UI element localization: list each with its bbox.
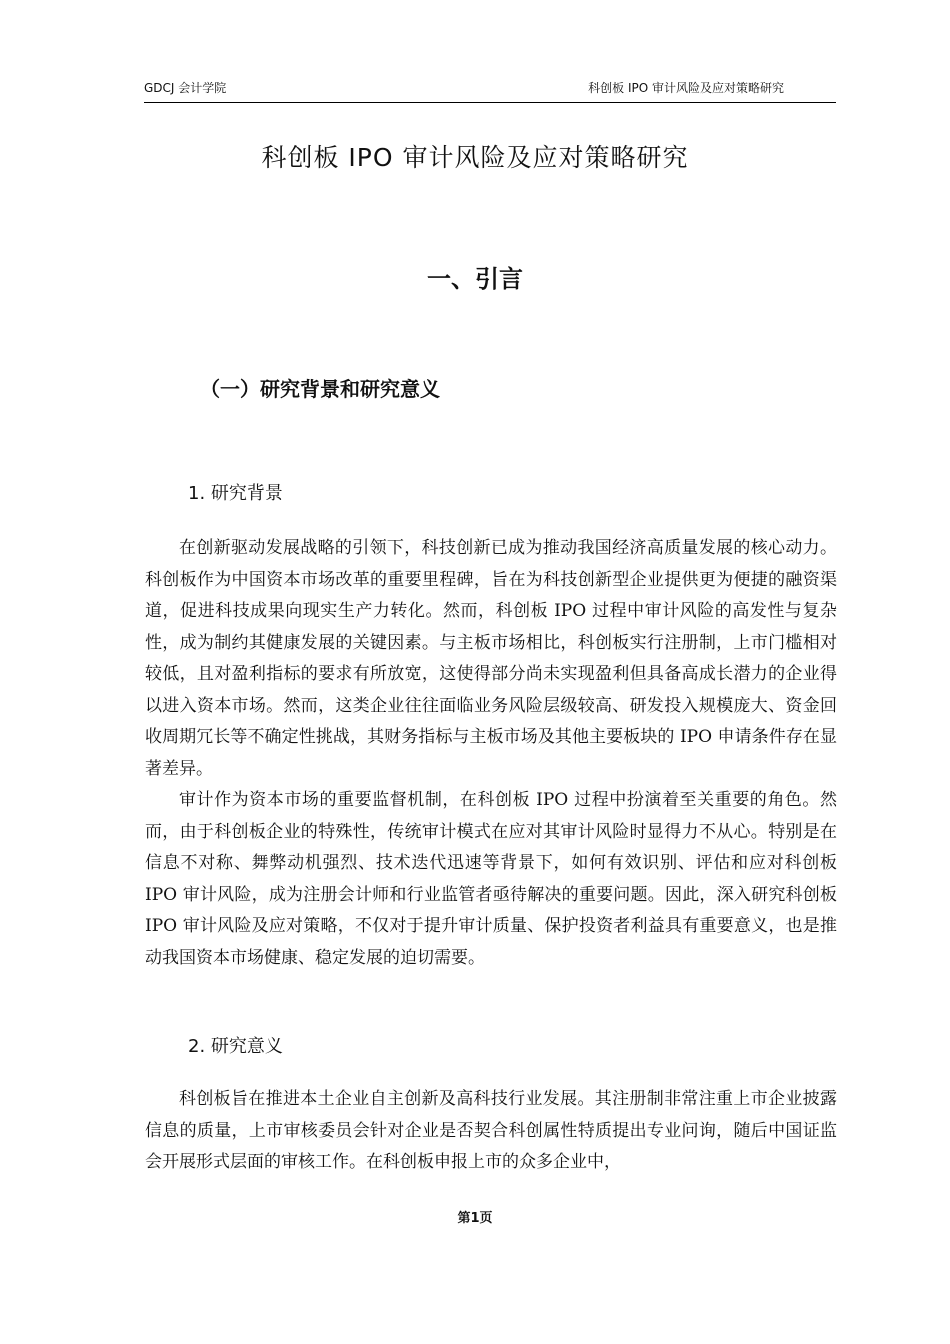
document-title: 科创板 IPO 审计风险及应对策略研究 [261,143,689,172]
paragraph-background-1: 在创新驱动发展战略的引领下，科技创新已成为推动我国经济高质量发展的核心动力。科创板作为中国资本市场改革的重要里程碑，旨在为科技创新型企业提供更为便捷的融资渠道，促进科技成果向现实生产力转化。然而，科创板 IPO 过程中审计风险的高发性与复杂性，成为制约其健康发展的关键因素。与主板市场相比，科创板实行注册制，上市门槛相对较低，且对盈利指标的要求有所放宽，这使得部分尚未实现盈利但具备高成长潜力的企业得以进入资本市场。然而，这类企业往往面临业务风险层级较高、研发投入规模庞大、资金回收周期冗长等不确定性挑战，其财务指标与主板市场及其他主要板块的 IPO 申请条件存在显著差异。 [145,538,837,779]
paragraph-significance-1: 科创板旨在推进本土企业自主创新及高科技行业发展。其注册制非常注重上市企业披露信息的质量，上市审核委员会针对企业是否契合科创属性特质提出专业问询，随后中国证监会开展形式层面的审核工作。在科创板申报上市的众多企业中， [145,1089,837,1172]
section-heading-introduction: 一、引言 [427,265,523,293]
header-left-text: GDCJ 会计学院 [144,81,227,95]
item-heading-research-background: 1. 研究背景 [188,483,283,504]
item-heading-research-significance: 2. 研究意义 [188,1036,283,1057]
header-right-text: 科创板 IPO 审计风险及应对策略研究 [588,81,784,95]
page-header [144,78,836,103]
paragraph-background-2: 审计作为资本市场的重要监督机制，在科创板 IPO 过程中扮演着至关重要的角色。然而，由于科创板企业的特殊性，传统审计模式在应对其审计风险时显得力不从心。特别是在信息不对称、舞弊动机强烈、技术迭代迅速等背景下，如何有效识别、评估和应对科创板 IPO 审计风险，成为注册会计师和行业监管者亟待解决的重要问题。因此，深入研究科创板 IPO 审计风险及应对策略，不仅对于提升审计质量、保护投资者利益具有重要意义，也是推动我国资本市场健康、稳定发展的迫切需要。 [145,790,837,968]
page-number: 第1页 [457,1211,493,1226]
subsection-heading-background-significance: （一）研究背景和研究意义 [200,377,440,401]
